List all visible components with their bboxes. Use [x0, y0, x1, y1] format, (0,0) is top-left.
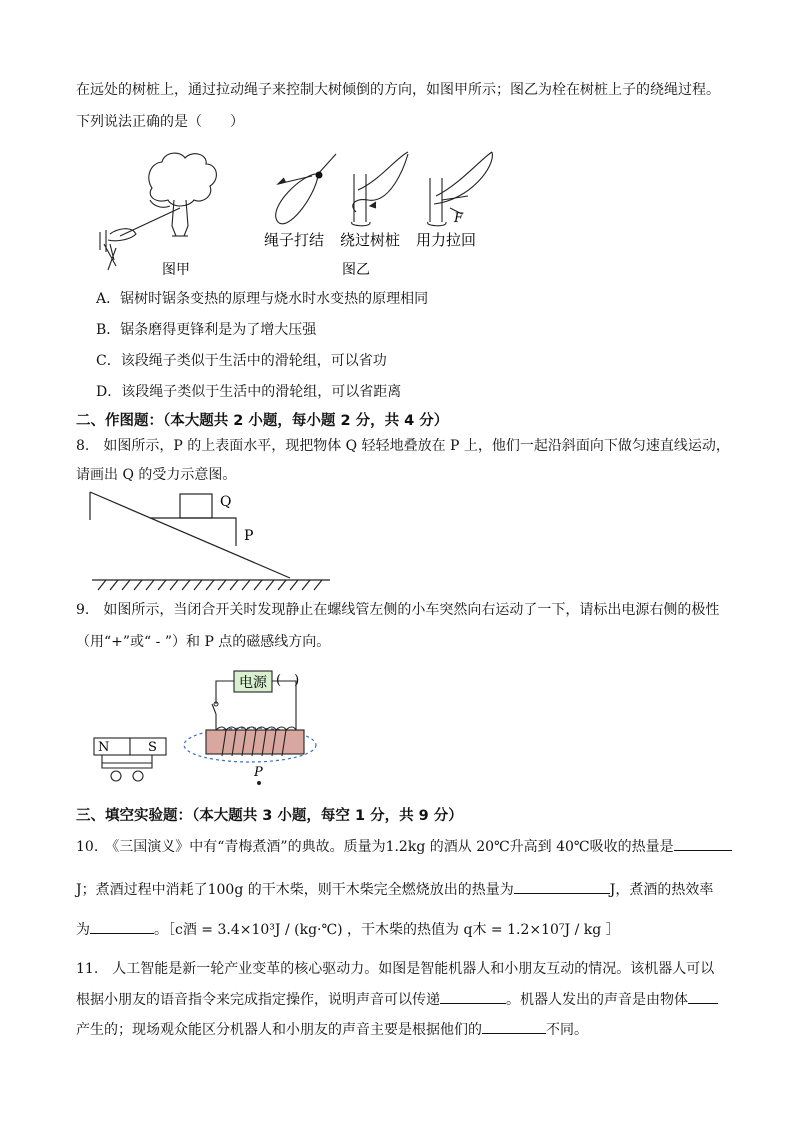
q10-blank-1[interactable]: [674, 836, 732, 851]
q9-figure: [90, 664, 350, 786]
point-p-dot: [257, 781, 261, 785]
block-q: [180, 494, 212, 518]
q10-line2-text-a: J；煮酒过程中消耗了100g 的干木柴，则干木柴完全燃烧放出的热量为: [76, 882, 514, 898]
tree-drawing: [100, 153, 216, 270]
point-p-label: P: [254, 765, 263, 780]
incline-slope: [90, 492, 290, 578]
magnet-n-label: N: [98, 740, 110, 755]
q11-blank-3[interactable]: [482, 1019, 546, 1034]
block-p: [150, 518, 236, 546]
force-f-label: F: [454, 211, 464, 226]
q11-line3-text-b: 不同。: [546, 1022, 588, 1038]
q7-stem-line2: 下列说法正确的是（ ）: [76, 114, 244, 130]
section-3-heading: 三、填空实验题：（本大题共 3 小题，每空 1 分，共 9 分）: [76, 808, 463, 824]
cart-wheel-left: [111, 771, 121, 781]
q10-line1-text: 10. 《三国演义》中有“青梅煮酒”的典故。质量为1.2kg 的酒从 20℃升高到 40℃吸收的热量是: [76, 839, 674, 855]
q11-blank-2[interactable]: [688, 989, 718, 1004]
q7-option-b: B．锯条磨得更锋利是为了增大压强: [96, 322, 317, 338]
ground-hatching: [98, 580, 322, 590]
label-figure-yi: 图乙: [342, 262, 370, 278]
label-p: P: [244, 528, 254, 544]
knot-drawing: [276, 154, 336, 224]
cart-body: [102, 755, 152, 768]
section-2-heading: 二、作图题：（本大题共 2 小题，每小题 2 分，共 4 分）: [76, 413, 449, 429]
magnet-s-label: S: [148, 740, 157, 755]
q7-option-d: D．该段绳子类似于生活中的滑轮组，可以省距离: [96, 384, 402, 400]
knot-dot: [316, 172, 323, 179]
q9-stem-line2: （用“+”或“ - ”）和 P 点的磁感线方向。: [76, 634, 331, 650]
caption-pull: 用力拉回: [416, 231, 477, 249]
q7-figure: [90, 148, 510, 283]
q8-figure: [88, 490, 348, 595]
q10-line1: [76, 836, 732, 857]
q7-option-a: A．锯树时锯条变热的原理与烧水时水变热的原理相同: [96, 291, 429, 307]
q7-option-c: C．该段绳子类似于生活中的滑轮组，可以省功: [96, 353, 387, 369]
caption-knot: 绳子打结: [264, 231, 325, 249]
q11-blank-1[interactable]: [440, 989, 506, 1004]
label-figure-jia: 图甲: [162, 262, 190, 278]
q8-stem-line2: 请画出 Q 的受力示意图。: [76, 467, 237, 483]
q10-line2: [76, 879, 713, 900]
caption-wrap: 绕过树桩: [340, 231, 401, 249]
cart-wheel-right: [133, 771, 143, 781]
q11-line2: [76, 989, 718, 1010]
wrap-drawing: [352, 152, 408, 226]
q10-line3-text-a: 为: [76, 922, 90, 938]
q10-line3-text-b: 。［c酒 = 3.4×10³J / (kg·℃) ，干木柴的热值为 q木 = 1.2×10⁷J / kg ］: [154, 922, 620, 938]
q11-line3-text-a: 产生的；现场观众能区分机器人和小朋友的声音主要是根据他们的: [76, 1022, 482, 1038]
q11-line2-text-a: 根据小朋友的语音指令来完成指定操作，说明声音可以传递: [76, 992, 440, 1008]
q10-line3: [76, 919, 620, 940]
q10-blank-2[interactable]: [514, 879, 610, 894]
power-supply-label: 电源: [239, 675, 267, 691]
q11-line2-text-b: 。机器人发出的声音是由物体: [506, 992, 688, 1008]
q8-stem-line1: 8. 如图所示，P 的上表面水平，现把物体 Q 轻轻地叠放在 P 上，他们一起沿斜面向下做匀速直线运动，: [76, 438, 730, 454]
q7-stem-line1: 在远处的树桩上，通过拉动绳子来控制大树倾倒的方向，如图甲所示；图乙为栓在树桩上子的绕绳过程。: [76, 82, 720, 98]
q11-line3: [76, 1019, 588, 1040]
polarity-bracket: ( ): [276, 673, 300, 688]
q11-line1: 11. 人工智能是新一轮产业变革的核心驱动力。如图是智能机器人和小朋友互动的情况。该机器人可以: [76, 961, 715, 977]
label-q: Q: [220, 494, 232, 510]
q9-stem-line1: 9. 如图所示，当闭合开关时发现静止在螺线管左侧的小车突然向右运动了一下，请标出电源右侧的极性: [76, 602, 720, 618]
q10-line2-text-b: J，煮酒的热效率: [609, 882, 714, 898]
q10-blank-3[interactable]: [90, 919, 154, 934]
